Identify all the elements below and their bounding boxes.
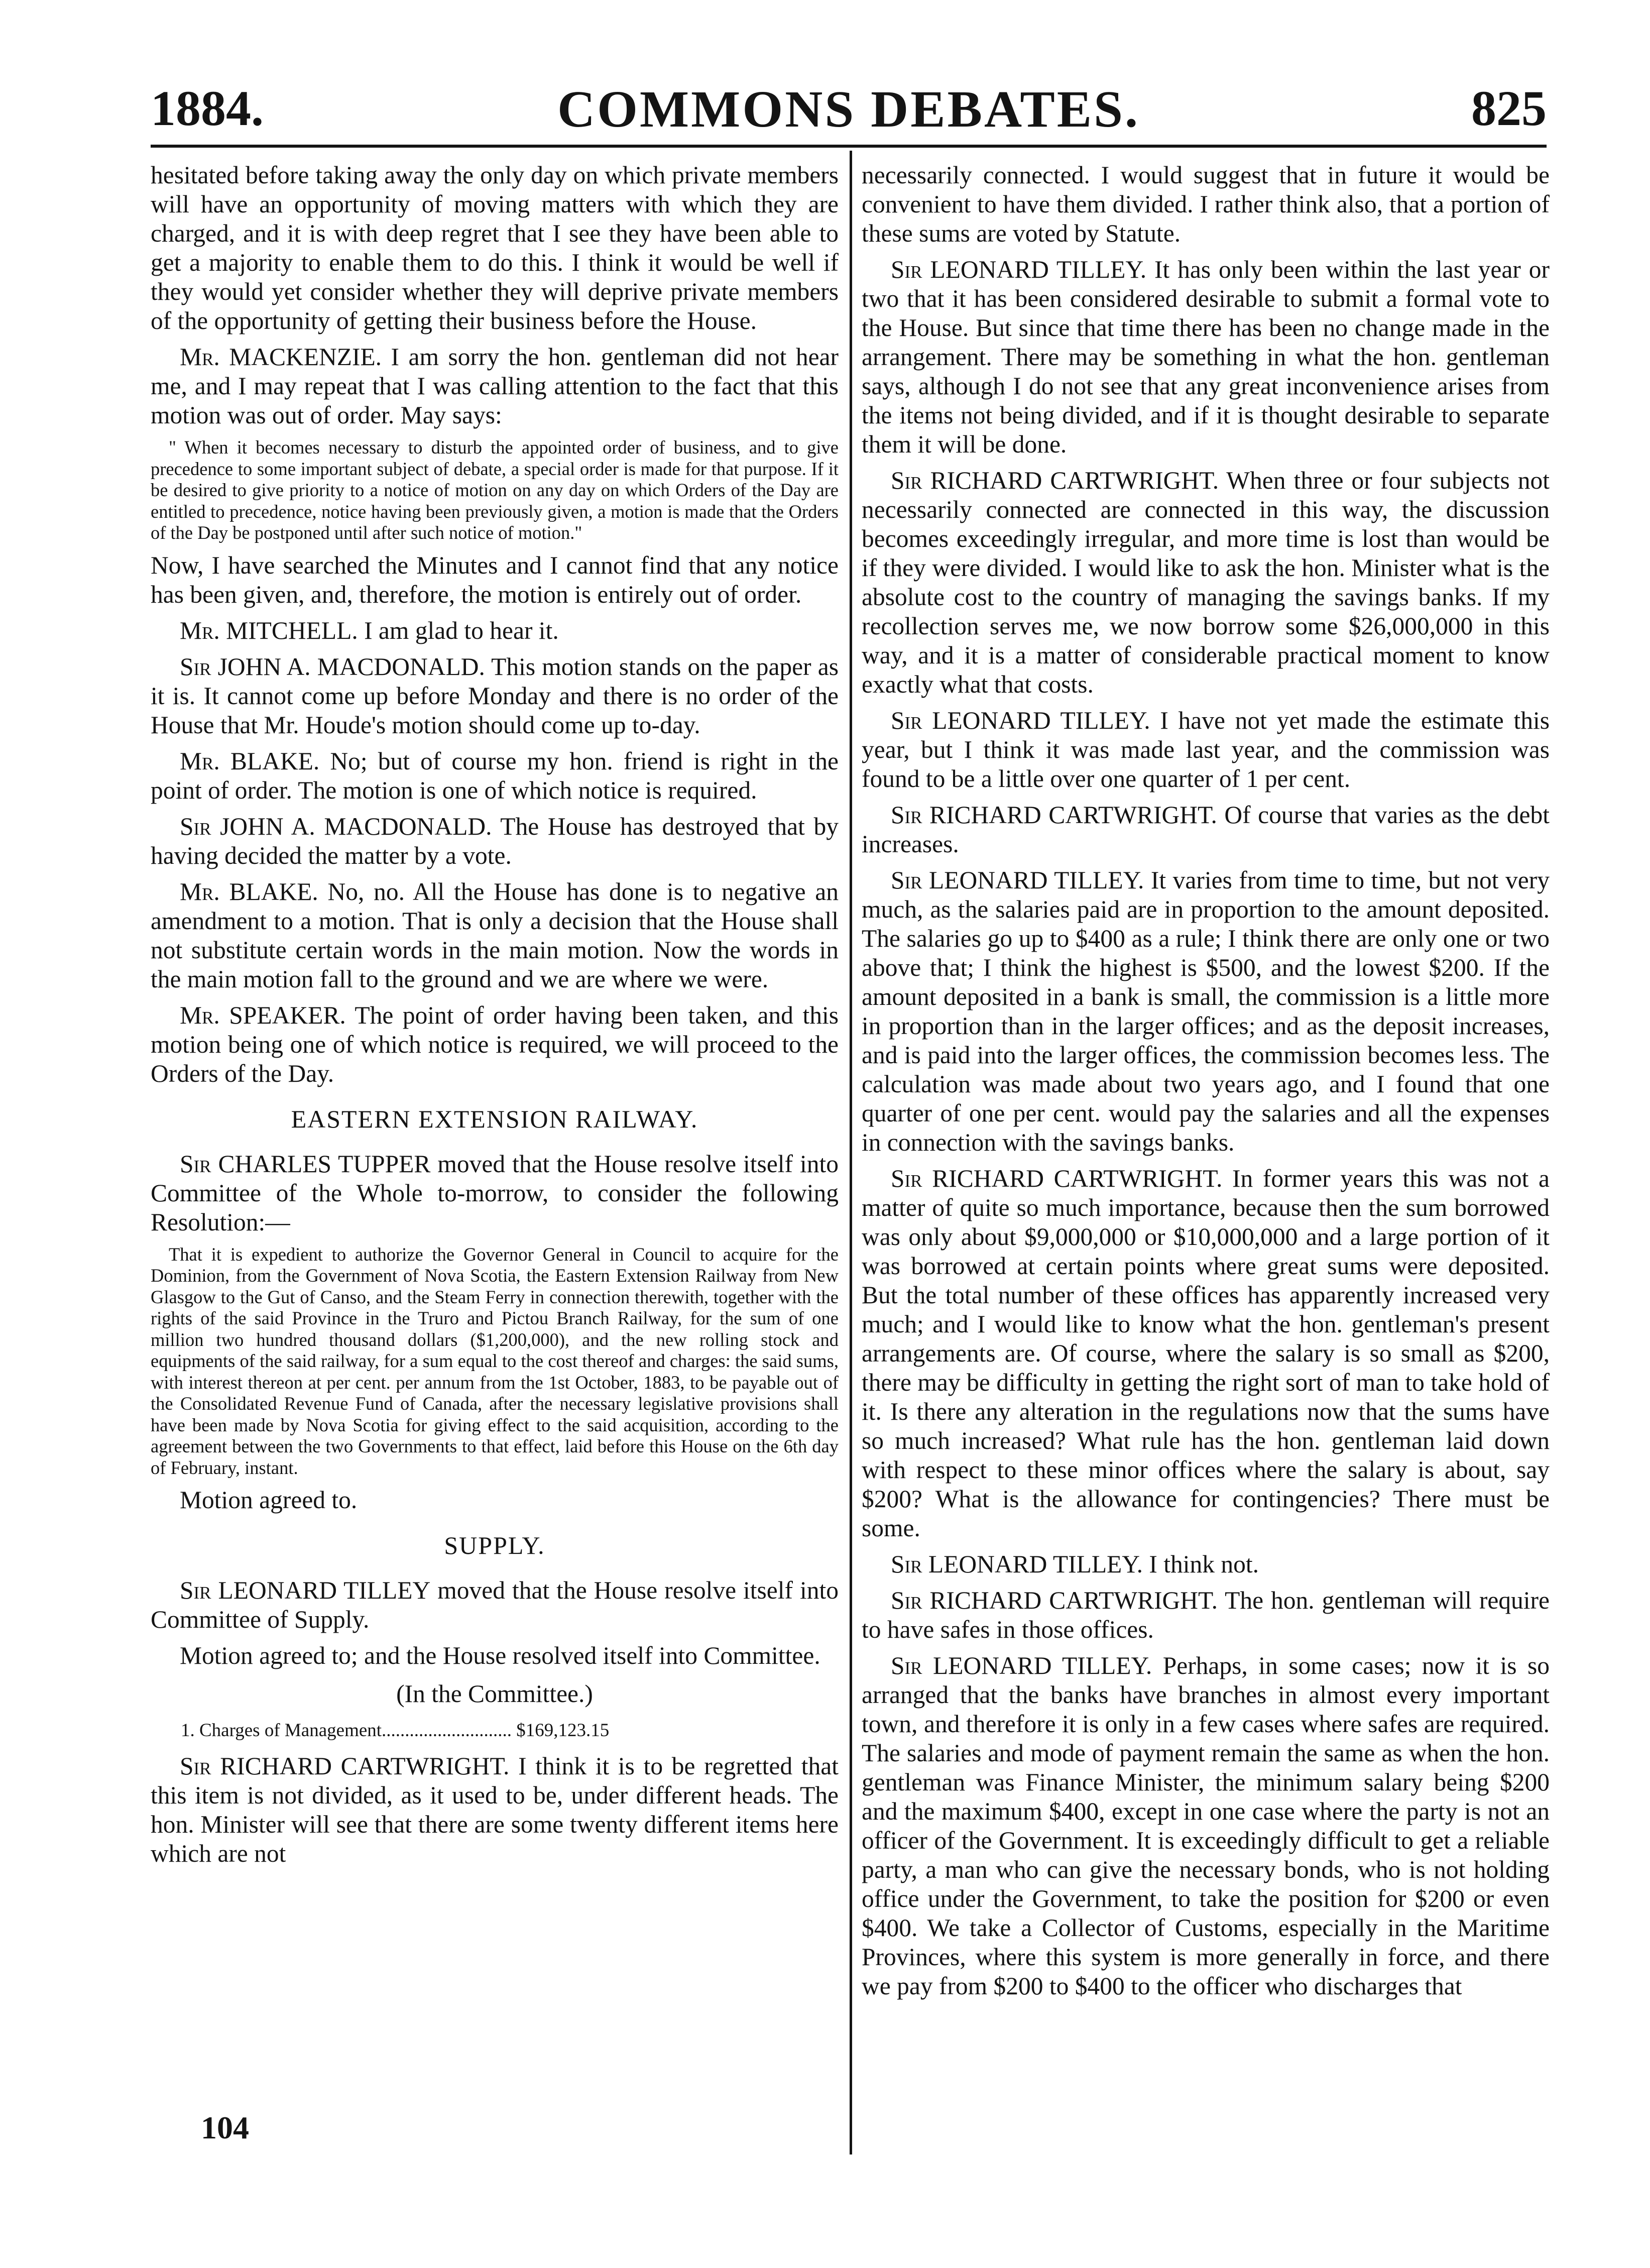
paragraph: Sir LEONARD TILLEY. It varies from time to time, but not very much, as the salaries paid are in proportion to the amount deposited. The salaries go up to $400 as a rule; I think there are only one or two above that; I think the highest is $500, and the lowest $200. If the amount deposited in a bank is small, the commission is a little more in proportion than in the larger offices; and as the deposit increases, and is paid into the larger offices, the commission becomes less. The calculation was made about two years ago, and I found that one quarter of one per cent. would pay the salaries and all the expenses in connection with the savings banks. bbox=[862, 866, 1550, 1156]
paragraph: Mr. SPEAKER. The point of order having been taken, and this motion being one of which notice is required, we will proceed to the Orders of the Day. bbox=[151, 1001, 839, 1087]
paragraph: Sir RICHARD CARTWRIGHT. The hon. gentleman will require to have safes in those offices. bbox=[862, 1586, 1550, 1643]
header-page-number: 825 bbox=[1471, 80, 1547, 136]
speaker-name: Sir LEONARD TILLEY. bbox=[891, 1652, 1152, 1679]
speaker-name: Mr. SPEAKER. bbox=[180, 1001, 346, 1029]
speaker-name: Sir CHARLES TUPPER bbox=[180, 1150, 431, 1178]
speaker-name: Mr. MACKENZIE. bbox=[180, 343, 382, 371]
speaker-name: Sir LEONARD TILLEY bbox=[180, 1576, 431, 1604]
paragraph: necessarily connected. I would suggest that in future it would be convenient to have them divided. I rather think also, that a portion of these sums are voted by Statute. bbox=[862, 161, 1550, 247]
resolution-text: That it is expedient to authorize the Governor General in Council to acquire for the Dominion, from the Government of Nova Scotia, the Eastern Extension Railway from New Glasgow to the Gut of Canso, and the Steam Ferry in connection therewith, together with the rights of the said Province in the Truro and Pictou Branch Railway, for the sum of one million two hundred thousand dollars ($1,200,000), and the new rolling stock and equipments of the said railway, for a sum equal to the cost thereof and charges: the said sums, with interest thereon at per cent. per annum from the 1st October, 1883, to be payable out of the Consolidated Revenue Fund of Canada, after the necessary legislative provisions shall have been made by Nova Scotia for giving effect to the said acquisition, according to the agreement between the two Governments to that effect, laid before this House on the 6th day of February, instant. bbox=[151, 1243, 839, 1478]
paragraph: Mr. MITCHELL. I am glad to hear it. bbox=[180, 616, 559, 644]
paragraph: Sir JOHN A. MACDONALD. The House has destroyed that by having decided the matter by a vote. bbox=[151, 812, 839, 869]
speaker-name: Mr. BLAKE. bbox=[180, 877, 318, 905]
signature-mark: 104 bbox=[201, 2110, 249, 2145]
right-column bbox=[862, 161, 1550, 2008]
paragraph: Mr. MACKENZIE. I am sorry the hon. gentleman did not hear me, and I may repeat that I was calling attention to the fact that this motion was out of order. May says: bbox=[151, 343, 839, 429]
speaker-name: Mr. MITCHELL. bbox=[180, 616, 358, 644]
paragraph: Sir CHARLES TUPPER moved that the House resolve itself into Committee of the Whole to-morrow, to consider the following Resolution:— bbox=[151, 1150, 839, 1236]
paragraph: Sir LEONARD TILLEY. I think not. bbox=[891, 1550, 1259, 1578]
speaker-name: Sir LEONARD TILLEY. bbox=[891, 866, 1144, 894]
speaker-name: Sir RICHARD CARTWRIGHT. bbox=[891, 801, 1217, 829]
paragraph: Sir RICHARD CARTWRIGHT. When three or four subjects not necessarily connected are connected in this way, the discussion becomes exceedingly irregular, and more time is lost than would be if they were divided. I would like to ask the hon. Minister what is the absolute cost to the country of managing the savings banks. If my recollection serves me, we now borrow some $26,000,000 in this way, and it is a matter of considerable practical moment to know exactly what that costs. bbox=[862, 467, 1550, 698]
speaker-name: Sir LEONARD TILLEY. bbox=[891, 256, 1147, 283]
paragraph: hesitated before taking away the only day on which private members will have an opportunity of moving matters with which they are charged, and it is with deep regret that I see they have been able to get a majority to enable them to do this. I think it would be well if they would yet consider whether they will deprive private members of the opportunity of getting their business before the House. bbox=[151, 161, 839, 334]
committee-note: (In the Committee.) bbox=[396, 1680, 593, 1708]
paragraph: Sir LEONARD TILLEY. It has only been within the last year or two that it has been considered desirable to submit a formal vote to the House. But since that time there has been no change made in the arrangement. There may be something in what the hon. gentleman says, although I do not see that any great inconvenience arises from the items not being divided, and if it is thought desirable to separate them it will be done. bbox=[862, 256, 1550, 458]
header-rule bbox=[151, 145, 1547, 148]
paragraph: Sir RICHARD CARTWRIGHT. In former years this was not a matter of quite so much importance, because then the sum borrowed was only about $9,000,000 or $10,000,000 and a large portion of it was borrowed at certain points where great sums were deposited. But the total number of these offices has apparently increased very much; and I would like to know what the hon. gentleman's present arrangements are. Of course, where the salary is so small as $200, there may be difficulty in getting the right sort of man to take hold of it. Is there any alteration in the regulations now that the sums have so much increased? What rule has the hon. gentleman laid down with respect to these minor offices where the salary is about, say $200? What is the allowance for contingencies? There must be some. bbox=[862, 1165, 1550, 1542]
speaker-name: Sir RICHARD CARTWRIGHT. bbox=[891, 1165, 1223, 1192]
speaker-name: Sir RICHARD CARTWRIGHT. bbox=[891, 467, 1219, 494]
section-heading: EASTERN EXTENSION RAILWAY. bbox=[291, 1104, 698, 1133]
paragraph: Motion agreed to. bbox=[180, 1486, 358, 1514]
section-heading: SUPPLY. bbox=[444, 1531, 545, 1559]
page-header bbox=[151, 75, 1547, 141]
supply-item: 1. Charges of Management............................ $169,123.15 bbox=[181, 1720, 610, 1741]
paragraph: Sir RICHARD CARTWRIGHT. Of course that varies as the debt increases. bbox=[862, 801, 1550, 858]
header-title: COMMONS DEBATES. bbox=[557, 80, 1140, 138]
paragraph: Sir LEONARD TILLEY. I have not yet made the estimate this year, but I think it was made last year, and the commission was found to be a little over one quarter of 1 per cent. bbox=[862, 707, 1550, 792]
paragraph: Sir LEONARD TILLEY. Perhaps, in some cases; now it is so arranged that the banks have branches in almost every important town, and therefore it is only in a few cases where safes are required. The salaries and mode of payment remain the same as when the hon. gentleman was Finance Minister, the minimum salary being $200 and the maximum $400, except in one case where the party is not an officer of the Government. It is exceedingly difficult to get a reliable party, a man who can give the necessary bonds, who is not holding office under the Government, to take the position for $200 or even $400. We take a Collector of Customs, especially in the Maritime Provinces, where this system is more generally in force, and there we pay from $200 to $400 to the officer who discharges that bbox=[862, 1652, 1550, 2000]
speaker-name: Sir JOHN A. MACDONALD. bbox=[180, 812, 492, 840]
left-column bbox=[151, 161, 839, 1875]
speaker-name: Sir LEONARD TILLEY. bbox=[891, 707, 1150, 734]
paragraph: Mr. BLAKE. No, no. All the House has done is to negative an amendment to a motion. That is only a decision that the House shall not substitute certain words in the main motion. Now the words in the main motion fall to the ground and we are where we were. bbox=[151, 877, 839, 993]
speaker-name: Sir RICHARD CARTWRIGHT. bbox=[180, 1752, 510, 1780]
paragraph: Sir RICHARD CARTWRIGHT. I think it is to be regretted that this item is not divided, as it used to be, under different heads. The hon. Minister will see that there are some twenty different items here which are not bbox=[151, 1752, 839, 1867]
paragraph: Sir JOHN A. MACDONALD. This motion stands on the paper as it is. It cannot come up before Monday and there is no order of the House that Mr. Houde's motion should come up to-day. bbox=[151, 652, 839, 739]
quotation: " When it becomes necessary to disturb the appointed order of business, and to give precedence to some important subject of debate, a special order is made for that purpose. If it be desired to give priority to a notice of motion on any day on which Orders of the Day are entitled to precedence, notice having been previously given, a motion is made that the Orders of the Day be postponed until after such notice of motion." bbox=[151, 437, 839, 543]
column-divider bbox=[850, 151, 852, 2154]
header-year: 1884. bbox=[151, 80, 264, 136]
paragraph: Sir LEONARD TILLEY moved that the House resolve itself into Committee of Supply. bbox=[151, 1576, 839, 1633]
speaker-name: Mr. BLAKE. bbox=[180, 747, 320, 775]
paragraph: Now, I have searched the Minutes and I cannot find that any notice has been given, and, therefore, the motion is entirely out of order. bbox=[151, 551, 839, 608]
paragraph: Mr. BLAKE. No; but of course my hon. friend is right in the point of order. The motion is one of which notice is required. bbox=[151, 747, 839, 804]
speaker-name: Sir RICHARD CARTWRIGHT. bbox=[891, 1586, 1218, 1614]
speaker-name: Sir LEONARD TILLEY. bbox=[891, 1550, 1143, 1578]
speaker-name: Sir JOHN A. MACDONALD. bbox=[180, 652, 485, 681]
paragraph: Motion agreed to; and the House resolved itself into Committee. bbox=[180, 1642, 820, 1669]
